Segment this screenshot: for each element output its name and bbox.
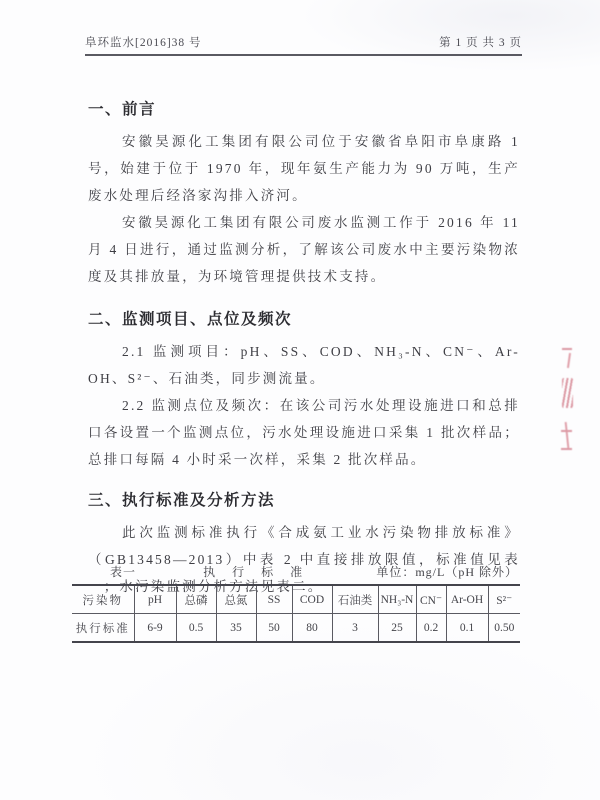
table-caption — [72, 563, 520, 584]
standards-table-block — [72, 563, 520, 643]
cell-ss: 50 — [256, 614, 292, 643]
cell-s2: 0.50 — [488, 614, 520, 643]
cell-total-phosphorus: 0.5 — [176, 614, 216, 643]
table-caption-label: 表一 — [110, 565, 137, 579]
section-preface — [88, 128, 520, 290]
col-header-petroleum: 石油类 — [332, 585, 378, 614]
cell-row-label: 执行标准 — [72, 614, 134, 643]
col-header-cod: COD — [292, 585, 332, 614]
col-header-aroh: Ar-OH — [446, 585, 488, 614]
cell-ph: 6-9 — [134, 614, 176, 643]
paragraph: 2.1 监测项目：pH、SS、COD、NH₃-N、CN⁻、Ar-OH、S²⁻、石油类，同步测流量。 — [88, 344, 520, 386]
doc-number: 阜环监水[2016]38 号 — [85, 37, 202, 49]
standards-table — [72, 584, 520, 643]
red-seal-fragment-icon — [562, 346, 574, 370]
section-heading-preface: 一、前言 — [88, 101, 157, 118]
cell-petroleum: 3 — [332, 614, 378, 643]
paragraph: 安徽昊源化工集团有限公司废水监测工作于 2016 年 11 月 4 日进行，通过监测分析，了解该公司废水中主要污染物浓度及其排放量，为环境管理提供技术支持。 — [88, 215, 520, 284]
cell-total-nitrogen: 35 — [216, 614, 256, 643]
page-header — [85, 34, 522, 56]
cell-nh3n: 25 — [378, 614, 416, 643]
page-indicator: 第 1 页 共 3 页 — [439, 37, 522, 49]
section-heading-monitoring-items: 二、监测项目、点位及频次 — [88, 311, 293, 328]
col-header-pollutant: 污染物 — [82, 594, 123, 607]
paragraph: 此次监测标准执行《合成氨工业水污染物排放标准》（GB13458—2013）中表 2 中直接排放限值，标准值见表一；水污染监测分析方法见表二。 — [88, 525, 520, 594]
red-seal-fragment-icon — [561, 422, 574, 454]
cell-cn: 0.2 — [416, 614, 446, 643]
table-caption-unit: 单位：mg/L（pH 除外） — [376, 565, 518, 579]
table-header-row — [72, 585, 520, 614]
section-monitoring-items — [88, 338, 520, 473]
table-caption-title: 执 行 标 准 — [203, 565, 310, 579]
table-row — [72, 614, 520, 643]
col-header-ss: SS — [256, 585, 292, 614]
red-seal-fragment-icon — [562, 378, 573, 408]
cell-cod: 80 — [292, 614, 332, 643]
col-header-total-phosphorus: 总磷 — [176, 585, 216, 614]
document-body — [88, 57, 520, 600]
col-header-s2: S²⁻ — [488, 585, 520, 614]
col-header-cn: CN⁻ — [416, 585, 446, 614]
col-header-total-nitrogen: 总氮 — [216, 585, 256, 614]
paragraph: 安徽昊源化工集团有限公司位于安徽省阜阳市阜康路 1 号，始建于位于 1970 年，现年氨生产能力为 90 万吨，生产废水处理后经洛家沟排入济河。 — [88, 134, 520, 203]
cell-aroh: 0.1 — [446, 614, 488, 643]
paragraph: 2.2 监测点位及频次：在该公司污水处理设施进口和总排口各设置一个监测点位，污水处理设施进口采集 1 批次样品；总排口每隔 4 小时采一次样，采集 2 批次样品。 — [88, 398, 520, 467]
section-heading-standards: 三、执行标准及分析方法 — [88, 492, 276, 509]
col-header-ph: pH — [134, 585, 176, 614]
col-header-nh3n: NH₃-N — [378, 585, 416, 614]
